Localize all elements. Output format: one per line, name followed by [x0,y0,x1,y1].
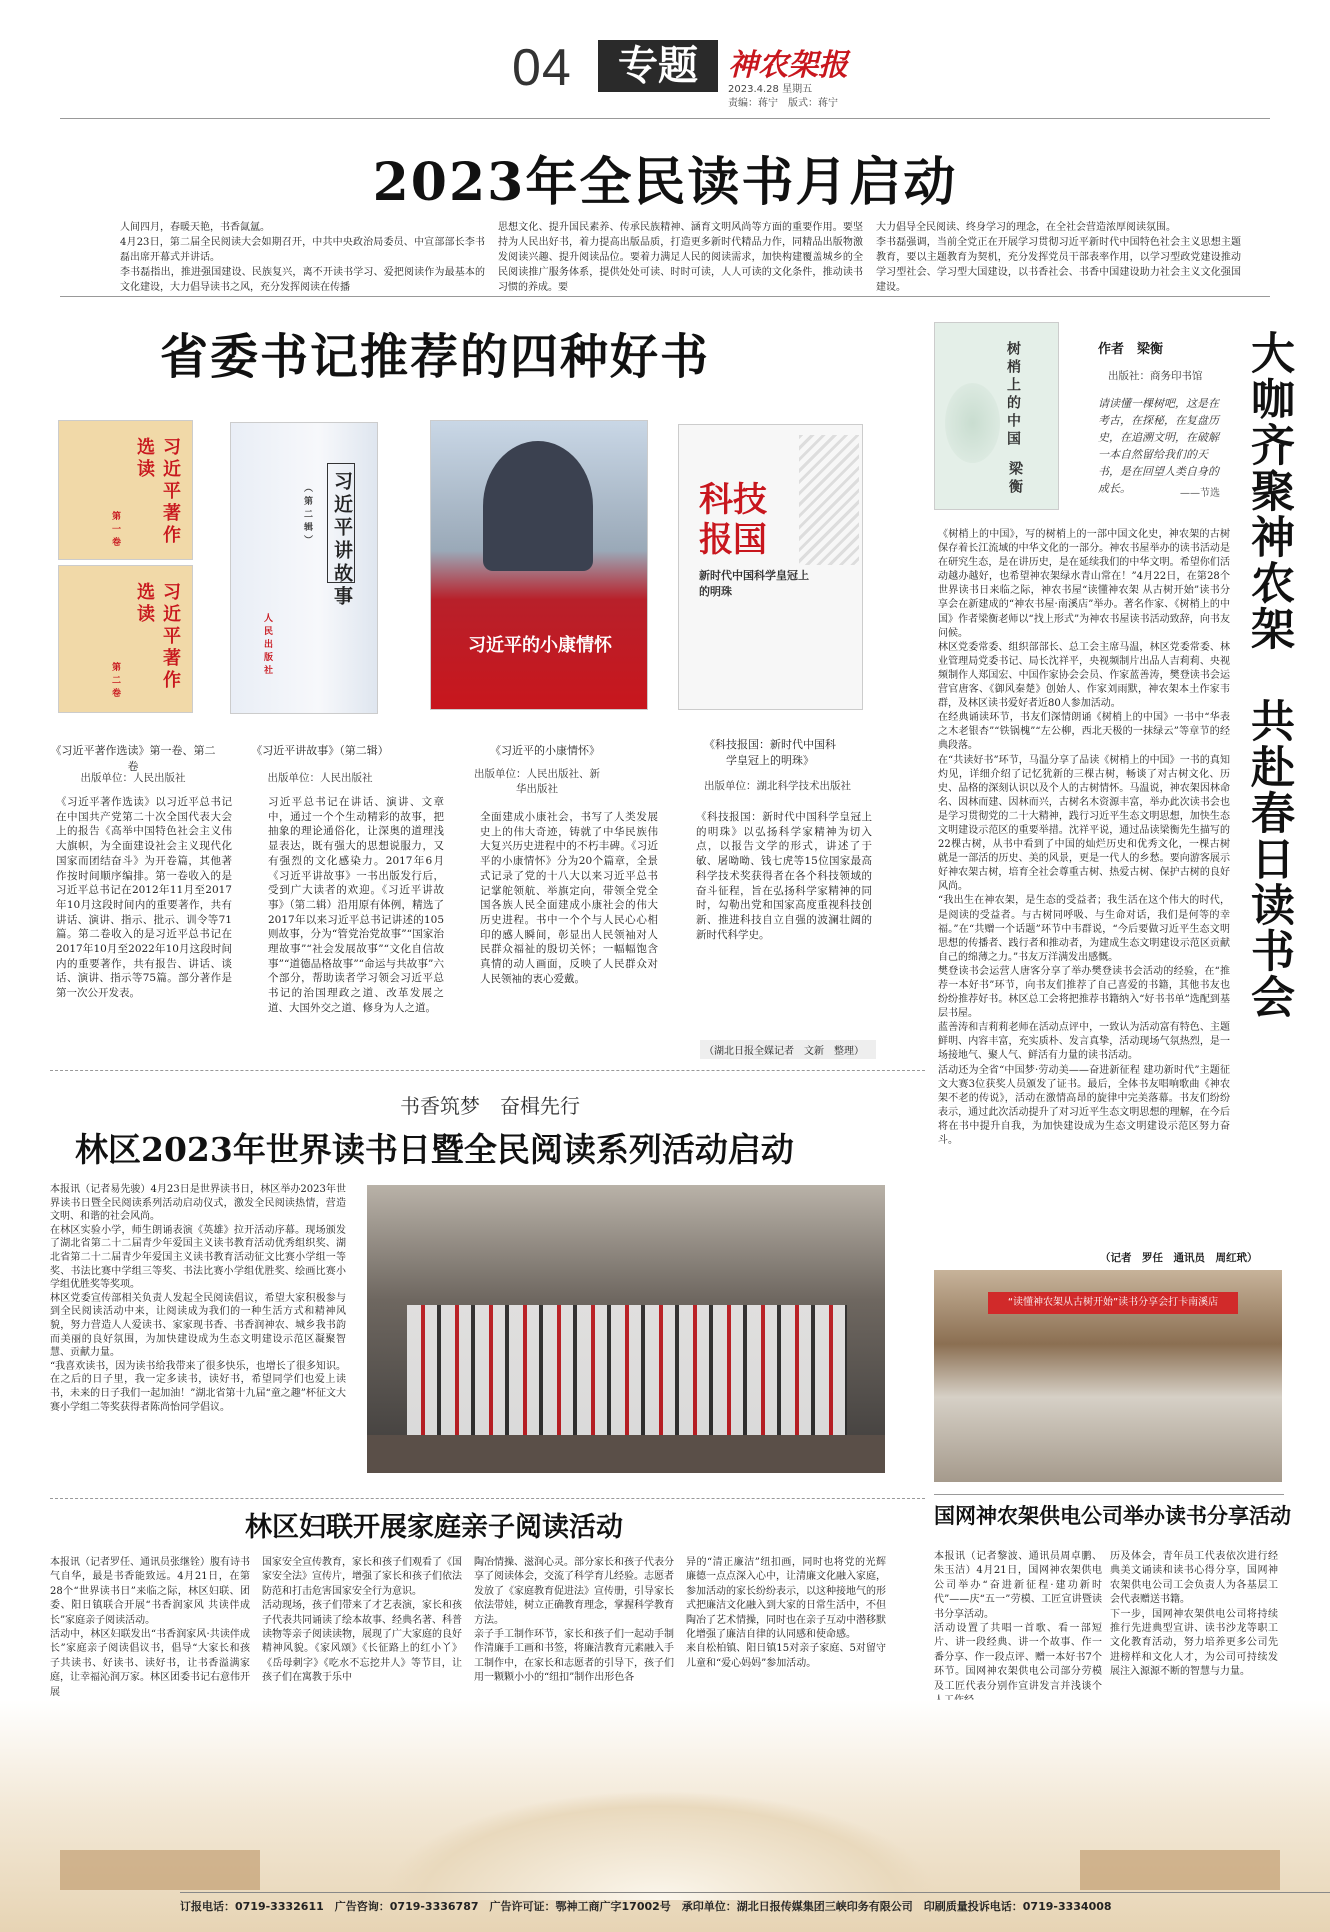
forestry-bottom-rule [50,1498,925,1499]
feature-credit: （记者 罗任 通讯员 周红玳） [1100,1252,1258,1264]
cover-pattern [799,435,859,565]
book-3-caption: 《习近平的小康情怀》 [490,744,600,757]
photo-banner: “读懂神农架从古树开始”读书分享会打卡南溪店 [988,1292,1238,1314]
book-cover-selected-works-vol2 [58,565,193,713]
book-2-caption: 《习近平讲故事》（第二辑） [251,744,389,757]
forestry-body: 本报讯（记者易先骏）4月23日是世界读书日，林区举办2023年世界读书日暨全民阅读系列活动启动仪式，激发全民阅读热情，营造文明、和谐的社会风尚。 在林区实验小学，师生朗诵表演《英雄》拉开活动序幕。现场颁发了湖北省第二十二届青少年爱国主义读书教育活动优秀组织奖、湖北省第二十二届青少年爱国主义读书教育活动征文比赛小学组一等奖、书法比赛中学组三等奖、书法比赛小学组优胜奖、绘画比赛小学组优胜奖等奖项。 林区党委宣传部相关负责人发起全民阅读倡议，希望大家积极参与到全民阅读活动中来，让阅读成为我们的一种生活方式和精神风貌，努力营造人人爱读书、家家现书香、书香润神农、城乡我书韵而美丽的良好氛围，为加快建设成为生态文明建设示范区凝聚智慧、贡献力量。 “我喜欢读书，因为读书给我带来了很多快乐，也增长了很多知识。在之后的日子里，我一定多读书，读好书，希望同学们也爱上读书，未来的日子我们一起加油！”湖北省第十九届“童之趣”杯征文大赛小学组二等奖获得者陈尚怡同学倡议。 [50,1184,346,1413]
main-headline: 2023年全民读书月启动 [372,152,958,213]
book-cover-subtitle: （第二辑） [302,483,312,548]
book-4-publisher: 出版单位：湖北科学技术出版社 [704,780,851,792]
feature-author: 作者 梁衡 [1098,342,1164,357]
grid-col-1: 本报讯（记者黎波、通讯员周卓鹏、朱玉洁）4月21日，国网神农架供电公司举办“奋进新征程·建功新时代”——庆“五一”劳模、工匠宣讲暨读书分享活动。 活动设置了共唱一首歌、看一部短片、讲一段经典、讲一个故事、作一番分享、作一段点评、赠一本好书7个环节。国网神农架供电公司部分劳模及工匠代表分别作宣讲发言并浅谈个 [934,1551,1102,1692]
book-1-publisher: 出版单位：人民出版社 [80,772,186,784]
intro-col-3: 大力倡导全民阅读、终身学习的理念，在全社会营造浓厚阅读氛围。 李书磊强调，当前全党正在开展学习贯彻习近平新时代中国特色社会主义思想主题教育，要以主题教育为契机，充分发挥党员干部表率作用，以学习型政党建设推动学习型社会、学习型大国建设，以书香社会、书香中国建设助力社会主义文化强国建设。 [876,222,1241,293]
family-col-4: 异的“清正廉洁”纽扣画，同时也将党的光辉廉德一点点深入心中，让清廉文化融入家庭，参加活动的家长纷纷表示，以这种接地气的形式把廉洁文化融入到大家的日常生活中，不但陶冶了艺术情操，同时也在亲子互动中潜移默化增强了廉洁自律的认同感和使命感。 来自松柏镇、阳日镇15对亲子家庭、5对留守儿童和“爱心妈妈”参加活动。 [686,1557,886,1669]
feature-book-cover [934,322,1059,510]
cover-branch-art [945,383,1000,463]
books-bottom-rule [50,1070,925,1071]
book-4-credit: （湖北日报全媒记者 文新 整理） [700,1040,876,1059]
book-2-publisher: 出版单位：人民出版社 [267,772,373,784]
footer-info: 订报电话：0719-3332611 广告咨询：0719-3336787 广告许可证：鄂神工商广字17002号 承印单位：湖北日报传媒集团三峡印务有限公司 印刷质量投诉电话：0719-3334008 [180,1900,1112,1913]
book-cover-volume: 第二卷 [110,662,120,701]
book-cover-volume: 第一卷 [110,511,120,550]
books-headline: 省委书记推荐的四种好书 [160,329,711,385]
book-stack-left [60,1850,260,1890]
masthead-rule [60,118,1270,119]
grid-headline: 国网神农架供电公司举办读书分享活动 [934,1503,1291,1528]
forestry-kicker: 书香筑梦 奋楫先行 [400,1094,580,1118]
cover-photo-figure [483,441,593,571]
forestry-headline: 林区2023年世界读书日暨全民阅读系列活动启动 [75,1130,794,1169]
book-cover-title: 习近平著作选读 [134,437,181,547]
reading-event-photo [934,1270,1282,1482]
footer-rule [180,1892,1330,1893]
book-cover-title: 习近平著作选读 [134,582,181,692]
book-cover-subtitle: 新时代中国科学皇冠上的明珠 [699,569,809,598]
book-cover-title: 科技报国 [699,480,767,560]
intro-col-2: 思想文化、提升国民素养、传承民族精神、涵育文明风尚等方面的重要作用。要坚持为人民出好书，着力提高出版品质，打造更多新时代精品力作，同精品出版物激发阅读兴趣、提升阅读品位。要着力满足人民的阅读需求，加快构建覆盖城乡的全民阅读推广服务体系，提供处处可读、时时可读，人人可读的文化条件，推动读书习惯的养成。要 [498,222,863,293]
book-cover-xiaokang [430,420,648,710]
book-cover-title: 习近平讲故事 [331,471,353,609]
open-book-art [380,1790,940,1900]
book-3-body: 全面建成小康社会，书写了人类发展史上的伟大奇迹，铸就了中华民族伟大复兴历史进程中的不朽丰碑。《习近平的小康情怀》分为20个篇章，全景式记录了党的十八大以来习近平总书记掌舵领航、举旗定向，带领全党全国各族人民全面建成小康社会的伟大历史进程。书中一个个与人民心心相印的感人瞬间，彰显出人民领袖对人民群众福祉的殷切关怀；一幅幅饱含真情的动人画面，反映了人民群众对人民领袖的衷心爱戴。 [480,811,658,985]
family-col-2: 国家安全宣传教育，家长和孩子们观看了《国家安全法》宣传片，增强了家长和孩子们依法防范和打击危害国家安全行为意识。 活动现场，孩子们带来了才艺表演，家长和孩子代表共同诵读了绘本故事、经典名著、科普读物等亲子阅读读物，展现了广大家庭的良好精神风貌。《家风颂》《长征路上的红小丫》《岳母刺字》《吃水不忘挖井人》等节目，让孩子们在寓教于乐中 [262,1557,462,1684]
grid-col-2: 历及体会，青年员工代表依次进行经典美文诵读和读书心得分享，国网神农架供电公司工会负责人为各基层工会代表赠送书籍。 下一步，国网神农架供电公司将持续推行先进典型宣讲、读书沙龙等职工文化教育活动，努力培养更多公司先进榜样和文化人才，为公司可持续发展注入源源不断的智慧与力量。 [1110,1551,1278,1678]
students-row [407,1305,847,1435]
intro-rule [60,296,1270,297]
family-headline: 林区妇联开展家庭亲子阅读活动 [245,1512,623,1543]
book-1-body: 《习近平著作选读》以习近平总书记在中国共产党第二十次全国代表大会上的报告《高举中国特色社会主义伟大旗帜，为全面建设社会主义现代化国家而团结奋斗》为开卷篇，其他著作按时间顺序编排。第一卷收入的是习近平总书记在2012年11月至2017年10月这段时间内的重要著作，共有讲话、演讲、指示、批示、训令等71篇。第二卷收入的是习近平总书记在2017年10月至2022年10月这段时间内的重要著作，共有报告、讲话、谈话、演讲、指示等75篇。部分著作是第一次公开发表。 [56,796,232,1000]
feature-body: 《树梢上的中国》，写的树梢上的一部中国文化史，神农架的古树保存着长江流域的中华文化的一部分。神农书屋举办的读书活动是在研究生态，是在讲历史，是在延续我们的中华文明。希望你们活动越办越好，也希望神农架绿水青山常在！”4月22日，在第28个世界读书日来临之际，神农书屋“读懂神农架 从古树开始”读书分享会在新建成的“神农书屋·南溪店”举办。著名作家、《树梢上的中国》作者梁衡老师以“找上形式”为神农书屋读书活动致辞，向书友问候。 林区党委常委、组织部部长、总工会主席马温，林区党委常委、林业管理局党委书记、局长沈祥平，央视频制片出品人吉莉莉、央视频制作人郑国宏、中国作家协会会员、作家蓝善涛，樊登读书会运营官唐客、《御风秦楚》创始人、作家刘雨默，神农架本土作家韦群，及林区读书爱好者近80人参加活动。 在经典诵读环节，书友们深情朗诵《树梢上的中国》一书中“华表之木老银杏”“铁锅槐”“左公柳，西北天极的一抹绿云”等章节的经典段落。 在“共读好书”环节，马温分享了品读《树梢上的中国》一书的真知灼见，详细介绍了记忆犹新的三棵古树，畅谈了对古树文化、历史、品格的深刻认识以及个人的古树情怀。马温说，神农架因林命名、因林而建、因林而兴，古树名木资源丰富，举办此次读书会也是学习贯彻党的二十大精神，践行习近平生态文明思想，加快生态文明建设示范区的重要举措。沈祥平说，通过品读梁衡先生描写的22棵古树，从书中看到了中国的灿烂历史和优秀文化，一棵古树就是一部活的历史、美的风景，更是一代人的乡愁。要向游客展示好神农架古树，培育全社会尊重古树、热爱古树、保护古树的良好风尚。 “我出生在神农架，是生态的受益者；我生活在这个伟大的时代，是阅读的受益者。与古树同呼吸、与生命对话，我们是何等的幸福。”在“共赠一个话题”环节中韦群说，“今后要做习近平生态文明思想的传播者、践行者和推动者，为建成生态文明建设示范区贡献自己的绵薄之力。”书友万洋满发出感慨。 樊登读书会运营人唐客分享了举办樊登读书会活动的经验，在“推荐一本好书”环节，向书友们推荐了自己喜爱的书籍，其他书友也纷纷推荐好书。林区总工会将把推荐书籍纳入“好书书单”选配到基层书屋。 蓝善涛和吉莉莉老师在活动点评中，一致认为活动富有特色、主题鲜明、内容丰富，充实质朴、发言真挚，活动现场气氛热烈，是一场接地气、聚人气、鲜活有力量的读书活动。 活动还为全省“中国梦·劳动美——奋进新征程 建功新时代”主题征文大赛3位获奖人员颁发了证书。最后，全体书友唱响歌曲《神农架不老的传说》，活动在激情高昂的旋律中完美落幕。书友们纷纷表示，通过此次活动提升了对习近平生态文明思想的理解，在今后将在书中提升自我，为加快建设成为生态文明建设示范区努力奋斗。 [938,529,1230,1147]
book-cover-publisher: 人民出版社 [262,613,272,678]
family-col-3: 陶冶情操、滋润心灵。部分家长和孩子代表分享了阅读体会，交流了科学育儿经验。志愿者发放了《家庭教育促进法》宣传册，引导家长依法带娃，树立正确教育理念，掌握科学教育方法。 亲子手工制作环节，家长和孩子们一起动手制作清廉手工画和书签，将廉洁教育元素融入手工制作中，在家长和志愿者的引导下，孩子们用一颗颗小小的“纽扣”制作出形色各 [474,1557,674,1684]
book-cover-author: 梁衡 [1007,461,1023,497]
feature-vertical-headline: 大咖齐聚神农架 共赴春日读书会 [1243,330,1294,1020]
book-cover-selected-works-vol1 [58,420,193,560]
feature-quote: 请读懂一棵树吧，这是在考古，在探秘，在复盘历史，在追溯文明，在破解一本自然留给我们的天书，是在回望人类自身的成长。 [1098,397,1219,495]
book-3-publisher: 出版单位：人民出版社、新华出版社 [474,768,600,795]
book-4-body: 《科技报国：新时代中国科学皇冠上的明珠》以弘扬科学家精神为切入点，以报告文学的形式，讲述了于敏、屠呦呦、钱七虎等15位国家最高科学技术奖获得者在各个科技领域的奋斗征程，旨在弘扬科学家精神的同时，勾勒出党和国家高度重视科技创新、推进科技自立自强的波澜壮阔的新时代科学史。 [696,811,872,941]
book-cover-stories [230,422,378,714]
students-choir-photo [367,1185,885,1473]
book-stack-right [1080,1850,1280,1890]
issue-date: 2023.4.28 星期五 [728,84,813,95]
book-cover-title: 树梢上的中国 [1005,341,1021,449]
intro-col-1: 人间四月，春暖天艳，书香氤氲。 4月23日，第二届全民阅读大会如期召开，中共中央政治局委员、中宣部部长李书磊出席开幕式并讲话。 李书磊指出，推进强国建设、民族复兴，离不开读书学习、爱把阅读作为最基本的文化建设，大力倡导读书之风，充分发挥阅读在传播 [120,222,485,293]
page-number: 04 [512,39,572,97]
book-2-body: 习近平总书记在讲话、演讲、文章中，通过一个个生动精彩的故事，把抽象的理论通俗化，让深奥的道理浅显表达，既有强大的思想说服力，又有强烈的文化感染力。2017年6月《习近平讲故事》一书出版发行后，受到广大读者的欢迎。《习近平讲故事》（第二辑）沿用原有体例，精选了2017年以来习近平总书记讲述的105则故事，分为“管党治党故事”“国家治理故事”“社会发展故事”“文化自信故事”“道德品格故事”“命运与共故事”六个部分，帮助读者学习领会习近平总书记的治国理政之道、改革发展之道、大国外交之道、修身为人之道。 [268,796,444,1014]
paper-name: 神农架报 [728,48,848,83]
feature-quote-by: ——节选 [1180,488,1220,499]
book-cover-title: 习近平的小康情怀 [468,635,612,656]
stage-floor [367,1435,885,1473]
grid-top-rule [934,1494,1284,1495]
section-badge: 专题 [598,40,718,92]
book-1-caption: 《习近平著作选读》第一卷、第二卷 [50,744,216,773]
issue-editors: 责编：蒋宁 版式：蒋宁 [728,98,838,109]
feature-publisher: 出版社：商务印书馆 [1108,370,1203,382]
book-cover-science [678,424,863,710]
family-col-1: 本报讯（记者罗任、通讯员张继铨）腹有诗书气自华，最是书香能致远。4月21日，在第28个“世界读书日”来临之际，林区妇联、团委、阳日镇联合开展“书香润家风 共读伴成长”家庭亲子阅读活动。 活动中，林区妇联发出“书香润家风·共读伴成长”家庭亲子阅读倡议书，倡导“大家长和孩子共读书、好读书、读好书，让书香溢满家庭，让幸福沁润万家。林区团委书记右意伟开展 [50,1557,250,1698]
book-4-caption: 《科技报国：新时代中国科学皇冠上的明珠》 [704,738,836,767]
